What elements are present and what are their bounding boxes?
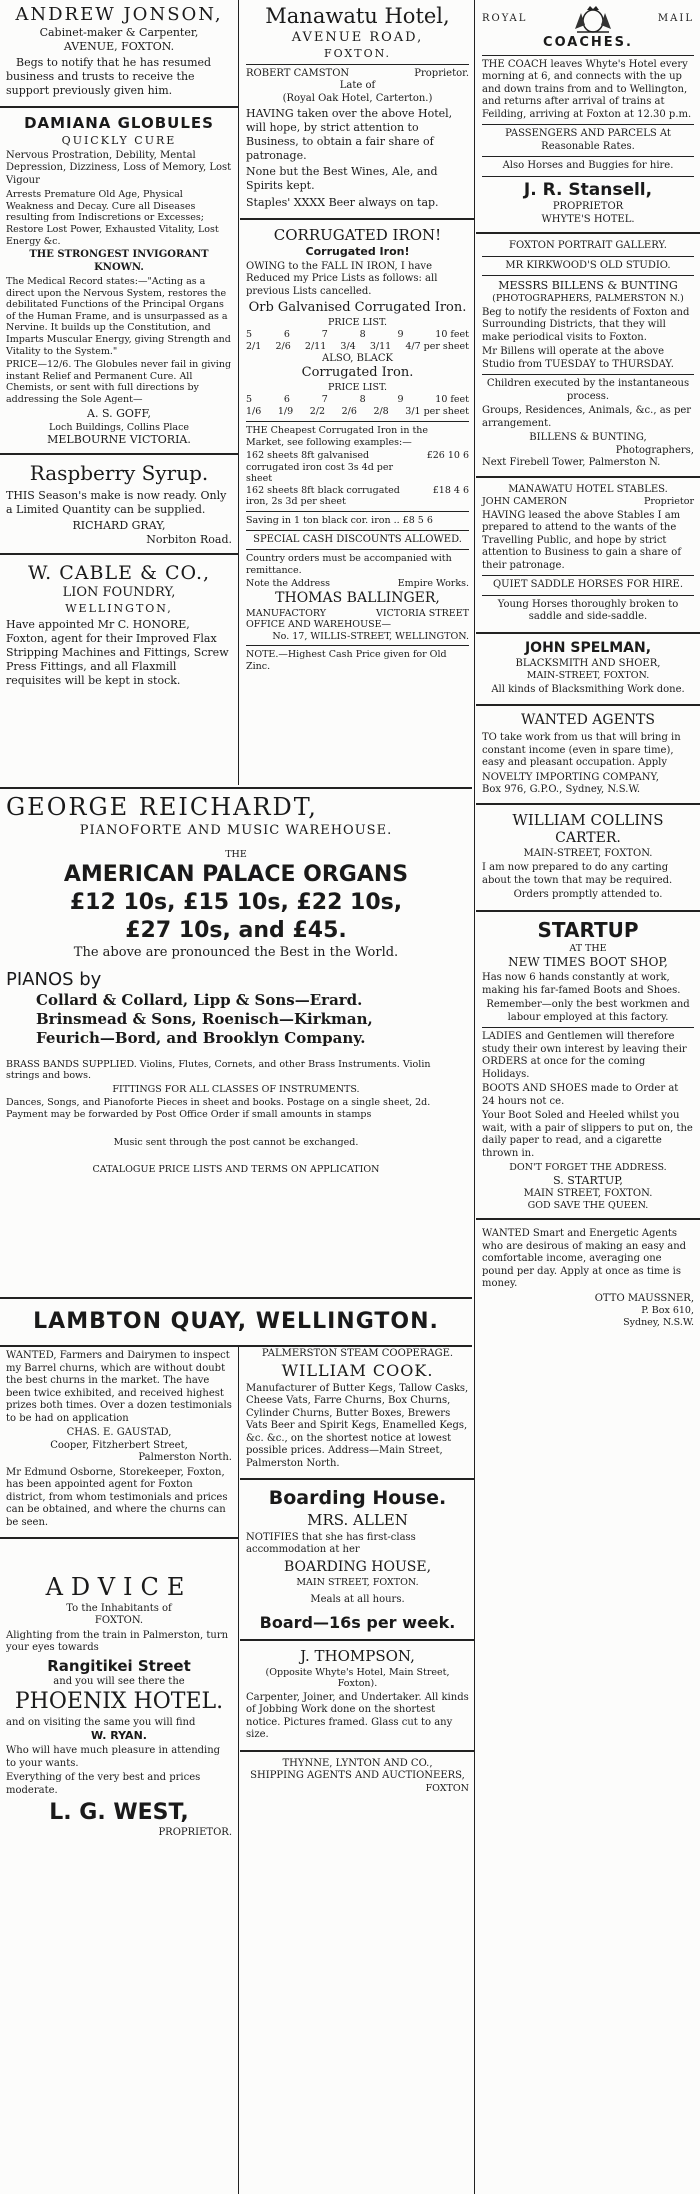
reichardt-sub: PIANOFORTE AND MUSIC WAREHOUSE. [79, 822, 393, 838]
carter-addr: MAIN-STREET, FOXTON. [523, 847, 653, 859]
cable-body: Have appointed Mr C. HONORE, Foxton, agent for their Improved Flax Stripping Machines and Fittings, Screw Press Fittings, and all Flaxmill requisites will be kept in stock. [6, 618, 229, 688]
mail-horses: Also Horses and Buggies for hire. [502, 160, 674, 172]
startup-ladies: LADIES and Gentlemen will therefore study their own interest by leaving their ORDERS at once for the coming Holidays. [482, 1031, 687, 1080]
cable-ad [0, 558, 238, 693]
hotel-ad [240, 0, 475, 215]
iron-ex2: 162 sheets 8ft black corrugated iron, 2s 3d per sheet [246, 484, 400, 508]
startup-addr: MAIN STREET, FOXTON. [523, 1187, 653, 1199]
reichardt-fittings: FITTINGS FOR ALL CLASSES OF INSTRUMENTS. [112, 1083, 360, 1095]
damiana-tag: THE STRONGEST INVIGORANT KNOWN. [29, 249, 209, 273]
mail-coaches: COACHES. [543, 35, 633, 50]
price-cell: 2/6 [341, 405, 357, 417]
jonson-line2: AVENUE, FOXTON. [63, 40, 175, 54]
agents-body: TO take work from us that will bring in constant income (even in spare time), easy and pleasant occupation. Apply [482, 732, 681, 769]
agents-addr: Box 976, G.P.O., Sydney, N.S.W. [482, 784, 641, 796]
spelman-body: All kinds of Blacksmithing Work done. [491, 683, 685, 695]
column-rule [238, 0, 239, 785]
boarding-title: Boarding House. [268, 1487, 447, 1510]
hotel-prop: ROBERT CAMSTON [246, 67, 350, 79]
cooperage-ad [240, 1345, 475, 1475]
advice-role: PROPRIETOR. [158, 1827, 232, 1839]
startup-name: S. STARTUP, [553, 1173, 623, 1187]
iron-black-sub: Corrugated Iron. [301, 365, 414, 381]
startup-repair: Your Boot Soled and Heeled whilst you wait, with a pair of slippers to put on, the daily paper to read, and a cigarette thrown in. [482, 1110, 693, 1159]
iron-black-title: ALSO, BLACK [321, 352, 393, 364]
stables-young: Young Horses thoroughly broken to saddle and side-saddle. [497, 598, 679, 623]
price-cell: 1/9 [277, 405, 294, 417]
thynne-ad [240, 1755, 475, 1798]
size-cell: 7 [321, 328, 328, 340]
portrait-photo: (PHOTOGRAPHERS, PALMERSTON N.) [492, 293, 684, 305]
startup-at: AT THE [569, 943, 607, 955]
carter-sub: CARTER. [555, 829, 621, 846]
thompson-body: Carpenter, Joiner, and Undertaker. All kinds of Jobbing Work done on the shortest notice. Pictures framed. Glass cut to any size. [246, 1691, 469, 1741]
hotel-wines: None but the Best Wines, Ale, and Spirits kept. [246, 165, 438, 193]
thynne-title: THYNNE, LYNTON AND CO., [282, 1757, 433, 1769]
mail-hotel: WHYTE'S HOTEL. [541, 213, 635, 225]
advice-body: Alighting from the train in Palmerston, turn your eyes towards [6, 1629, 229, 1654]
churns-name: CHAS. E. GAUSTAD, [66, 1427, 172, 1438]
boarding-body: NOTIFIES that she has first-class accommodation at her [246, 1531, 416, 1556]
stables-body: HAVING leased the above Stables I am prepared to attend to the wants of the Travelling Public, and hope by strict attention to Business to gain a share of their patronage. [482, 509, 682, 571]
hotel-late: Late of [339, 80, 376, 92]
reichardt-music: Music sent through the post cannot be exchanged. [113, 1136, 359, 1148]
column-1 [0, 0, 238, 785]
lower-column-2 [240, 1345, 475, 2194]
churns-addr: Cooper, Fitzherbert Street, [50, 1439, 188, 1451]
maussner-ad [476, 1223, 700, 1331]
portrait-firm: MESSRS BILLENS & BUNTING [498, 279, 678, 293]
hotel-prop-role: Proprietor. [414, 67, 469, 79]
raspberry-addr: Norbiton Road. [146, 533, 232, 546]
thompson-name: J. THOMPSON, [300, 1647, 415, 1666]
reichardt-dances: Dances, Songs, and Pianoforte Pieces in sheet and books. Postage on a single sheet, 2d. Payment may be forwarded by Post Office Order if small amounts in stamps [6, 1097, 431, 1120]
jonson-line1: Cabinet-maker & Carpenter, [39, 26, 199, 40]
portrait-body: Beg to notify the residents of Foxton and Surrounding Districts, that they will make periodical visits to Foxton. [482, 306, 690, 343]
iron-works: Empire Works. [397, 578, 469, 590]
mail-ad [476, 0, 700, 229]
reichardt-organs: AMERICAN PALACE ORGANS [63, 861, 409, 887]
boarding-house: BOARDING HOUSE, [283, 1558, 432, 1575]
startup-shop: NEW TIMES BOOT SHOP, [508, 954, 668, 969]
size-cell: 5 [246, 328, 253, 340]
advice-sig: L. G. WEST, [49, 1800, 189, 1826]
hotel-beer: Staples' XXXX Beer always on tap. [246, 195, 439, 209]
spelman-trade: BLACKSMITH AND SHOER, [515, 657, 661, 669]
iron-ex2-price: £18 4 6 [432, 484, 469, 496]
carter-title: WILLIAM COLLINS [512, 810, 664, 829]
hotel-body: HAVING taken over the above Hotel, will hope, by strict attention to Business, to obtain a fair share of patronage. [246, 107, 453, 163]
damiana-subtitle: QUICKLY CURE [61, 133, 177, 147]
damiana-agent: A. S. GOFF, [87, 407, 151, 421]
portrait-title: FOXTON PORTRAIT GALLERY. [509, 240, 667, 252]
agents-co: NOVELTY IMPORTING COMPANY, [482, 771, 659, 783]
iron-office-addr: No. 17, WILLIS-STREET, WELLINGTON. [272, 630, 469, 642]
damiana-city: MELBOURNE VICTORIA. [47, 433, 191, 447]
iron-office: OFFICE AND WAREHOUSE— [246, 619, 392, 631]
iron-country: Country orders must be accompanied with remittance. [246, 553, 452, 576]
spelman-addr: MAIN-STREET, FOXTON. [526, 670, 650, 682]
size-cell: 9 [397, 393, 404, 405]
stables-prop: JOHN CAMERON [482, 496, 568, 508]
size-cell: 6 [283, 393, 290, 405]
lower-column-1 [0, 1345, 238, 2194]
thynne-body: SHIPPING AGENTS AND AUCTIONEERS, [250, 1770, 465, 1782]
size-cell: 7 [321, 393, 328, 405]
startup-forget: DON'T FORGET THE ADDRESS. [509, 1162, 667, 1174]
carter-orders: Orders promptly attended to. [513, 889, 663, 901]
price-cell: 3/4 [340, 340, 356, 352]
mail-name: J. R. Stansell, [523, 179, 653, 200]
iron-sub: Corrugated Iron! [305, 244, 410, 258]
iron-galv: Orb Galvanised Corrugated Iron. [248, 300, 467, 316]
startup-title: STARTUP [537, 917, 639, 942]
thompson-ad [240, 1644, 475, 1746]
size-cell: 6 [283, 328, 290, 340]
jonson-body: Begs to notify that he has resumed business and trusts to receive the support previously given him. [6, 56, 212, 98]
advice-street: Rangitikei Street [47, 1656, 191, 1675]
price-cell: 2/6 [275, 340, 291, 352]
hotel-title: Manawatu Hotel, [265, 4, 450, 28]
price-cell: 4/7 per sheet [405, 340, 469, 352]
portrait-sig3: Next Firebell Tower, Palmerston N. [482, 457, 661, 469]
reichardt-catalogue: CATALOGUE PRICE LISTS AND TERMS ON APPLICATION [92, 1164, 380, 1176]
damiana-body1: Nervous Prostration, Debility, Mental Depression, Dizziness, Loss of Memory, Lost Vigour [6, 149, 232, 186]
iron-note: NOTE.—Highest Cash Price given for Old Zinc. [246, 649, 447, 672]
agents-ad [476, 709, 700, 799]
mail-royal: ROYAL [482, 12, 528, 24]
iron-cheapest: THE Cheapest Corrugated Iron in the Market, see following examples:— [246, 424, 429, 448]
advice-to: To the Inhabitants of [66, 1602, 172, 1614]
advice-body2: and you will see there the [53, 1675, 185, 1687]
cooperage-title: PALMERSTON STEAM COOPERAGE. [261, 1348, 454, 1359]
iron-discount: SPECIAL CASH DISCOUNTS ALLOWED. [253, 533, 462, 545]
lambton-title: LAMBTON QUAY, WELLINGTON. [33, 1309, 439, 1334]
startup-queen: GOD SAVE THE QUEEN. [527, 1200, 649, 1212]
iron-black-prices-row [246, 406, 469, 418]
advice-hotel: PHOENIX HOTEL. [14, 1689, 224, 1715]
spelman-name: JOHN SPELMAN, [524, 639, 652, 656]
hotel-late2: (Royal Oak Hotel, Carterton.) [282, 92, 433, 104]
reichardt-the: THE [225, 849, 247, 861]
mail-parcels: PASSENGERS AND PARCELS At Reasonable Rates. [505, 128, 671, 152]
size-cell: 5 [246, 393, 253, 405]
iron-sizes-row-2 [246, 394, 469, 406]
iron-sizes-row [246, 329, 469, 341]
iron-mfr-loc: VICTORIA STREET [376, 607, 469, 619]
mail-mail: MAIL [657, 12, 694, 24]
iron-mfr: MANUFACTORY [246, 607, 327, 619]
thynne-city: FOXTON [425, 1782, 469, 1794]
portrait-groups: Groups, Residences, Animals, &c., as per arrangement. [482, 405, 692, 429]
portrait-sig: BILLENS & BUNTING, [529, 432, 647, 444]
thompson-addr: (Opposite Whyte's Hotel, Main Street, Foxton). [265, 1666, 450, 1690]
price-cell: 2/11 [304, 340, 327, 352]
reichardt-prices1: £12 10s, £15 10s, £22 10s, [69, 890, 403, 916]
boarding-addr: MAIN STREET, FOXTON. [296, 1576, 419, 1588]
startup-body: Has now 6 hands constantly at work, making his far-famed Boots and Shoes. [482, 972, 681, 996]
iron-price-list-2: PRICE LIST. [327, 382, 388, 394]
jonson-name: ANDREW JONSON, [15, 4, 223, 25]
stables-ad [476, 481, 700, 629]
reichardt-makers3: Feurich—Bord, and Brooklyn Company. [36, 1029, 366, 1048]
carter-ad [476, 808, 700, 907]
churns-city: Palmerston North. [138, 1452, 232, 1463]
advice-ad [0, 1569, 238, 1843]
raspberry-name: RICHARD GRAY, [72, 518, 166, 532]
damiana-title: DAMIANA GLOBULES [24, 114, 214, 133]
iron-ex1: 162 sheets 8ft galvanised corrugated iron cost 3s 4d per sheet [246, 450, 394, 485]
iron-note-addr: Note the Address [246, 578, 331, 590]
raspberry-body: THIS Season's make is now ready. Only a Limited Quantity can be supplied. [6, 488, 227, 516]
iron-price-list: PRICE LIST. [327, 317, 388, 329]
damiana-addr: Loch Buildings, Collins Place [48, 421, 190, 433]
boarding-board: Board—16s per week. [259, 1612, 456, 1632]
carter-body: I am now prepared to do any carting about the town that may be required. [482, 862, 673, 886]
reichardt-bands: BRASS BANDS SUPPLIED. Violins, Flutes, Cornets, and other Brass Instruments. Violin strings and bows. [6, 1058, 431, 1082]
cable-title: W. CABLE & CO., [27, 562, 211, 585]
advice-ryan: W. RYAN. [91, 1729, 147, 1743]
maussner-name: OTTO MAUSSNER, [594, 1292, 694, 1304]
portrait-ad [476, 237, 700, 472]
reichardt-best: The above are pronounced the Best in the World. [73, 945, 399, 961]
price-cell: 1/6 [246, 405, 262, 417]
hotel-road: AVENUE ROAD, [291, 29, 424, 45]
reichardt-makers1: Collard & Collard, Lipp & Sons—Erard. [36, 991, 363, 1010]
iron-saving: Saving in 1 ton black cor. iron .. £8 5 6 [246, 514, 433, 526]
reichardt-title: GEORGE REICHARDT, [6, 793, 318, 821]
maussner-box: P. Box 610, [641, 1305, 694, 1317]
price-cell: 2/8 [373, 405, 389, 417]
iron-galv-prices-row [246, 341, 469, 353]
startup-ad [476, 915, 700, 1215]
size-cell: 10 feet [435, 328, 469, 340]
boarding-ad [240, 1483, 475, 1636]
portrait-children: Children executed by the instantaneous process. [486, 378, 690, 402]
raspberry-title: Raspberry Syrup. [29, 461, 209, 486]
boarding-name: MRS. ALLEN [307, 1510, 408, 1529]
reichardt-prices2: £27 10s, and £45. [125, 918, 347, 944]
price-cell: 3/11 [369, 340, 392, 352]
maussner-city: Sydney, N.S.W. [623, 1316, 694, 1328]
lambton-header [0, 1297, 472, 1347]
reichardt-pianos: PIANOS by [6, 969, 102, 991]
reichardt-ad [0, 787, 472, 1199]
column-2 [240, 0, 475, 785]
spelman-ad [476, 637, 700, 701]
damiana-body2: Arrests Premature Old Age, Physical Weakness and Decay. Cure all Diseases resulting from Indiscretions or Excesses; Restore Lost Power, Exhausted Vitality, Lost Energy &c. [6, 189, 219, 247]
portrait-body2: Mr Billens will operate at the above Studio from TUESDAY to THURSDAY. [482, 346, 674, 370]
agents-title: WANTED AGENTS [521, 712, 655, 729]
iron-body: OWING to the FALL IN IRON, I have Reduced my Price Lists as follows: all previous Lists cancelled. [246, 260, 438, 297]
reichardt-makers2: Brinsmead & Sons, Roenisch—Kirkman, [36, 1010, 373, 1029]
advice-body5: Everything of the very best and prices moderate. [6, 1772, 201, 1796]
stables-prop-role: Proprietor [643, 496, 694, 508]
iron-name: THOMAS BALLINGER, [275, 589, 440, 606]
size-cell: 9 [397, 328, 404, 340]
mail-body: THE COACH leaves Whyte's Hotel every morning at 6, and connects with the up and down trains from and to Wellington, and returns after arrival of trains at Feilding, arriving at Foxton at 12.30 p.m. [482, 58, 692, 120]
advice-town: FOXTON. [94, 1615, 144, 1627]
churns-body2: Mr Edmund Osborne, Storekeeper, Foxton, has been appointed agent for Foxton district, from whom testimonials and prices can be obtained, and where the churns can be seen. [6, 1466, 228, 1528]
column-3 [476, 0, 700, 2194]
advice-body4: Who will have much pleasure in attending to your wants. [6, 1745, 221, 1769]
cable-city: WELLINGTON, [65, 602, 173, 616]
cooperage-body: Manufacturer of Butter Kegs, Tallow Casks, Cheese Vats, Farre Churns, Box Churns, Cylinder Churns, Butter Boxes, Brewers Vats Beer and Spirit Kegs, Enamelled Kegs, &c. &c., on the shortest notice at lowest possible prices. Address—Main Street, Palmerston North. [246, 1382, 469, 1469]
damiana-body3: The Medical Record states:—"Acting as a direct upon the Nervous System, restores the debilitated Functions of the Principal Organs of the Human Frame, and is unsurpassed as a Nervine. It builds up the Constitution, and Imparts Muscular Energy, giving Strength and Vitality to the System." [6, 276, 231, 357]
raspberry-ad [0, 458, 238, 550]
portrait-sig2: Photographers, [615, 444, 694, 456]
price-cell: 2/2 [309, 405, 326, 417]
portrait-studio: MR KIRKWOOD'S OLD STUDIO. [505, 259, 671, 271]
iron-ad [240, 223, 475, 676]
startup-boots: BOOTS AND SHOES made to Order at 24 hours not ce. [482, 1083, 679, 1107]
advice-body3: and on visiting the same you will find [6, 1716, 196, 1728]
damiana-price: PRICE—12/6. The Globules never fail in giving instant Relief and Permanent Cure. All Chemists, or sent with full directions by addressing the Sole Agent— [6, 359, 232, 405]
churns-ad [0, 1345, 238, 1534]
churns-body: WANTED, Farmers and Dairymen to inspect my Barrel churns, which are without doubt the best churns in the market. The have been twice exhibited, and received highest prizes both times. Over a dozen testimonials to be had on application [6, 1350, 232, 1424]
royal-crest-icon [571, 3, 615, 35]
column-rule [238, 1345, 239, 2194]
hotel-city: FOXTON. [323, 46, 392, 60]
iron-ex1-price: £26 10 6 [426, 450, 469, 462]
advice-title: ADVICE [45, 1573, 193, 1601]
damiana-ad [0, 111, 238, 450]
size-cell: 10 feet [435, 393, 469, 405]
stables-saddle: QUIET SADDLE HORSES FOR HIRE. [492, 579, 684, 591]
size-cell: 8 [359, 393, 366, 405]
price-cell: 3/1 per sheet [405, 405, 469, 417]
stables-title: MANAWATU HOTEL STABLES. [508, 483, 668, 495]
price-cell: 2/1 [246, 340, 262, 352]
boarding-meals: Meals at all hours. [310, 1594, 405, 1606]
size-cell: 8 [359, 328, 366, 340]
mail-role: PROPRIETOR [552, 201, 624, 213]
startup-remember: Remember—only the best workmen and labour employed at this factory. [486, 999, 690, 1023]
cable-sub: LION FOUNDRY, [62, 585, 176, 601]
iron-title: CORRUGATED IRON! [273, 225, 442, 244]
jonson-ad [0, 0, 238, 103]
cooperage-name: WILLIAM COOK. [281, 1360, 434, 1380]
maussner-body: WANTED Smart and Energetic Agents who are desirous of making an easy and comfortable income, averaging one pound per day. Apply at once as time is money. [482, 1228, 687, 1290]
